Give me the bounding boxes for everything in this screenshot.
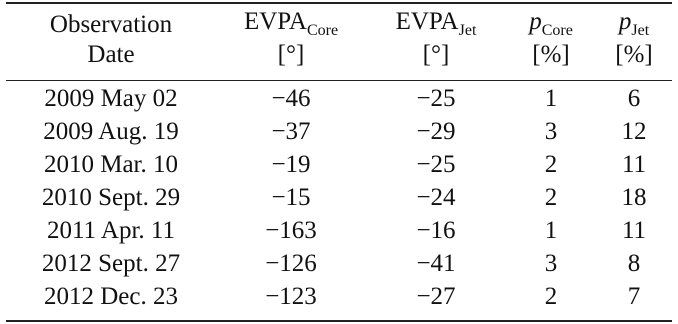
cell-p-jet: 6 (627, 85, 641, 112)
cell-p-core: 3 (544, 118, 558, 145)
cell-p-jet: 11 (621, 151, 647, 178)
cell-evpa-jet: −25 (416, 85, 456, 112)
header-p-jet-unit: [%] (615, 41, 653, 68)
table-body (6, 82, 672, 313)
cell-p-jet: 7 (627, 283, 641, 310)
header-evpa-core-base: EVPA (243, 8, 307, 35)
header-date-line1: Observation (49, 11, 173, 38)
header-evpa-jet-unit: [°] (422, 41, 450, 68)
header-evpa-core-sub: Core (306, 22, 339, 39)
cell-evpa-core: −15 (271, 184, 311, 211)
table-bottom-rule (6, 320, 672, 322)
cell-p-jet: 11 (621, 217, 647, 244)
header-evpa-jet-sub: Jet (458, 22, 477, 39)
header-p-core-sub: Core (541, 22, 573, 39)
cell-evpa-jet: −41 (416, 250, 456, 277)
cell-date: 2012 Sept. 27 (41, 250, 181, 277)
observation-table (6, 4, 672, 313)
cell-p-core: 2 (544, 151, 558, 178)
cell-p-jet: 18 (621, 184, 647, 211)
cell-p-core: 1 (544, 217, 558, 244)
cell-p-core: 3 (544, 250, 558, 277)
cell-date: 2009 Aug. 19 (43, 118, 179, 145)
header-p-core-base: p (529, 8, 542, 35)
cell-evpa-core: −123 (265, 283, 317, 310)
cell-evpa-core: −19 (271, 151, 311, 178)
header-evpa-core-unit: [°] (277, 41, 305, 68)
table-row (6, 214, 672, 247)
cell-evpa-core: −163 (265, 217, 317, 244)
cell-date: 2010 Mar. 10 (43, 151, 179, 178)
cell-evpa-core: −37 (271, 118, 311, 145)
cell-p-core: 2 (544, 283, 558, 310)
cell-p-core: 2 (544, 184, 558, 211)
cell-p-core: 1 (544, 85, 558, 112)
cell-evpa-jet: −27 (416, 283, 456, 310)
table-row (6, 181, 672, 214)
header-p-jet-base: p (618, 8, 632, 35)
cell-date: 2009 May 02 (44, 85, 178, 112)
header-p-core-unit: [%] (532, 41, 570, 68)
cell-evpa-core: −126 (265, 250, 317, 277)
table-row (6, 115, 672, 148)
table-row (6, 82, 672, 115)
header-p-jet-sub: Jet (631, 22, 650, 39)
table-row (6, 247, 672, 280)
header-p-core (506, 4, 596, 40)
header-p-jet (596, 4, 672, 40)
header-evpa-core (216, 4, 366, 40)
cell-date: 2012 Dec. 23 (44, 283, 178, 310)
cell-evpa-core: −46 (271, 85, 311, 112)
cell-date: 2011 Apr. 11 (46, 217, 175, 244)
header-date-line2: Date (87, 41, 135, 68)
table-row (6, 280, 672, 313)
cell-evpa-jet: −16 (416, 217, 456, 244)
cell-date: 2010 Sept. 29 (41, 184, 181, 211)
cell-evpa-jet: −24 (416, 184, 456, 211)
table-row (6, 148, 672, 181)
header-evpa-jet-base: EVPA (395, 8, 459, 35)
cell-p-jet: 12 (621, 118, 647, 145)
cell-p-jet: 8 (627, 250, 641, 277)
cell-evpa-jet: −25 (416, 151, 456, 178)
table-header (6, 4, 672, 82)
cell-evpa-jet: −29 (416, 118, 456, 145)
header-evpa-jet (366, 4, 506, 40)
